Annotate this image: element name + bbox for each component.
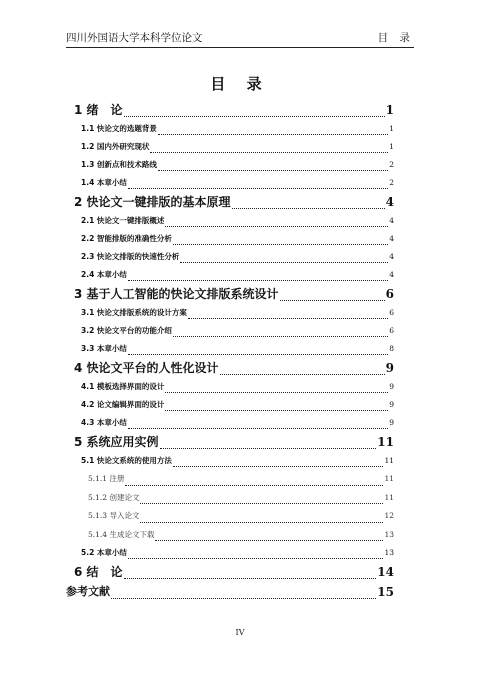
toc-entry-label: 5.1.1 注册	[88, 474, 125, 483]
page-number: IV	[235, 628, 245, 637]
toc-entry-label: 4.2 论文编辑界面的设计	[81, 400, 165, 409]
toc-leader-dots	[232, 208, 385, 209]
toc-leader-dots	[128, 188, 388, 189]
toc-entry[interactable]	[66, 192, 394, 212]
toc-leader-dots	[128, 280, 388, 281]
toc-entry-page: 9	[389, 400, 394, 409]
toc-leader-dots	[173, 466, 384, 467]
toc-entry-page: 1	[389, 124, 394, 133]
toc-entry-label: 3.1 快论文排版系统的设计方案	[81, 308, 187, 317]
toc-leader-dots	[125, 485, 383, 486]
toc-entry-label: 2.3 快论文排版的快速性分析	[81, 252, 180, 261]
toc-entry-page: 4	[389, 252, 394, 261]
toc-entry-page: 6	[389, 326, 394, 335]
toc-leader-dots	[173, 244, 388, 245]
toc-entry-page: 14	[377, 565, 394, 579]
table-of-contents	[66, 100, 394, 602]
toc-entry-page: 4	[389, 216, 394, 225]
toc-entry[interactable]	[66, 322, 394, 340]
toc-entry[interactable]	[66, 156, 394, 174]
toc-entry-label: 5.1.2 创建论文	[88, 492, 140, 502]
header-university-title: 四川外国语大学本科学位论文	[66, 32, 203, 44]
toc-leader-dots	[180, 262, 388, 263]
toc-entry-page: 2	[389, 160, 394, 169]
toc-entry-page: 9	[385, 361, 394, 375]
toc-entry-label: 4.3 本章小结	[81, 418, 127, 427]
toc-title: 目 录	[210, 75, 270, 93]
toc-entry-page: 15	[377, 585, 394, 599]
toc-entry[interactable]	[66, 120, 394, 138]
toc-entry-page: 4	[385, 195, 394, 209]
toc-leader-dots	[220, 374, 385, 375]
page-header	[66, 31, 414, 48]
toc-entry[interactable]	[66, 562, 394, 582]
toc-entry[interactable]	[66, 174, 394, 192]
toc-entry[interactable]	[66, 304, 394, 322]
toc-entry-label: 5.1 快论文系统的使用方法	[81, 456, 172, 465]
toc-entry[interactable]	[66, 489, 394, 508]
toc-entry[interactable]	[66, 100, 394, 120]
toc-entry-page: 12	[384, 511, 394, 520]
toc-entry-page: 11	[377, 435, 394, 449]
toc-entry-label: 5.1.4 生成论文下载	[88, 529, 155, 539]
toc-entry[interactable]	[66, 358, 394, 378]
toc-entry-page: 1	[389, 142, 394, 151]
toc-entry-label: 2.4 本章小结	[81, 270, 127, 279]
toc-leader-dots	[124, 116, 385, 117]
toc-entry-label: 6 结 论	[74, 565, 123, 579]
toc-entry-label: 1.1 快论文的选题背景	[81, 124, 157, 133]
toc-entry[interactable]	[66, 452, 394, 470]
toc-leader-dots	[165, 410, 388, 411]
toc-entry[interactable]	[66, 396, 394, 414]
toc-entry-label: 5.1.3 导入论文	[88, 511, 140, 520]
toc-leader-dots	[165, 392, 388, 393]
toc-entry-label: 1 绪 论	[74, 103, 123, 117]
toc-leader-dots	[124, 578, 377, 579]
toc-leader-dots	[160, 448, 377, 449]
toc-entry[interactable]	[66, 212, 394, 230]
toc-entry-page: 6	[389, 308, 394, 317]
toc-entry-page: 8	[389, 344, 394, 353]
toc-entry-page: 1	[385, 103, 394, 117]
toc-leader-dots	[173, 336, 388, 337]
toc-leader-dots	[158, 170, 388, 171]
toc-entry[interactable]	[66, 470, 394, 489]
toc-entry-page: 13	[384, 529, 394, 539]
toc-leader-dots	[155, 540, 383, 541]
toc-leader-dots	[150, 152, 388, 153]
toc-entry-page: 13	[384, 548, 394, 557]
toc-entry-label: 5.2 本章小结	[81, 548, 127, 557]
toc-entry-label: 3.3 本章小结	[81, 344, 127, 353]
toc-entry-page: 9	[389, 418, 394, 427]
toc-entry-label: 3 基于人工智能的快论文排版系统设计	[74, 287, 279, 301]
toc-leader-dots	[128, 558, 384, 559]
toc-entry[interactable]	[66, 248, 394, 266]
toc-entry-page: 11	[384, 492, 394, 502]
toc-entry-page: 4	[389, 270, 394, 279]
toc-entry-label: 参考文献	[66, 585, 110, 598]
toc-entry[interactable]	[66, 414, 394, 432]
toc-entry[interactable]	[66, 266, 394, 284]
toc-leader-dots	[128, 354, 388, 355]
toc-entry-label: 1.2 国内外研究现状	[81, 142, 150, 151]
toc-entry-page: 4	[389, 234, 394, 243]
toc-leader-dots	[165, 226, 388, 227]
toc-entry-label: 2 快论文一键排版的基本原理	[74, 195, 231, 209]
toc-leader-dots	[140, 503, 383, 504]
toc-leader-dots	[128, 428, 388, 429]
toc-leader-dots	[158, 134, 388, 135]
toc-entry-label: 4 快论文平台的人性化设计	[74, 361, 219, 375]
toc-entry[interactable]	[66, 340, 394, 358]
toc-entry[interactable]	[66, 526, 394, 545]
toc-entry-page: 11	[384, 474, 394, 483]
toc-entry-label: 2.1 快论文一键排版概述	[81, 216, 165, 225]
toc-entry-label: 1.4 本章小结	[81, 178, 127, 187]
toc-entry-page: 9	[389, 382, 394, 391]
toc-leader-dots	[140, 522, 383, 523]
toc-entry-label: 1.3 创新点和技术路线	[81, 160, 157, 169]
toc-entry-label: 3.2 快论文平台的功能介绍	[81, 326, 172, 335]
toc-entry[interactable]	[66, 507, 394, 526]
toc-leader-dots	[188, 318, 388, 319]
toc-entry-page: 11	[384, 456, 394, 465]
toc-entry[interactable]	[66, 544, 394, 562]
toc-entry-page: 2	[389, 178, 394, 187]
toc-leader-dots	[280, 300, 385, 301]
toc-entry-page: 6	[385, 287, 394, 301]
toc-entry[interactable]	[66, 378, 394, 396]
toc-entry[interactable]	[66, 138, 394, 156]
header-section-title: 目 录	[377, 32, 414, 44]
toc-entry[interactable]	[66, 284, 394, 304]
toc-entry-label: 4.1 模板选择界面的设计	[81, 382, 165, 391]
toc-leader-dots	[111, 598, 376, 599]
toc-entry[interactable]	[66, 230, 394, 248]
toc-entry-label: 5 系统应用实例	[74, 435, 159, 449]
toc-entry[interactable]	[66, 582, 394, 602]
toc-entry-label: 2.2 智能排版的准确性分析	[81, 234, 172, 243]
toc-entry[interactable]	[66, 432, 394, 452]
